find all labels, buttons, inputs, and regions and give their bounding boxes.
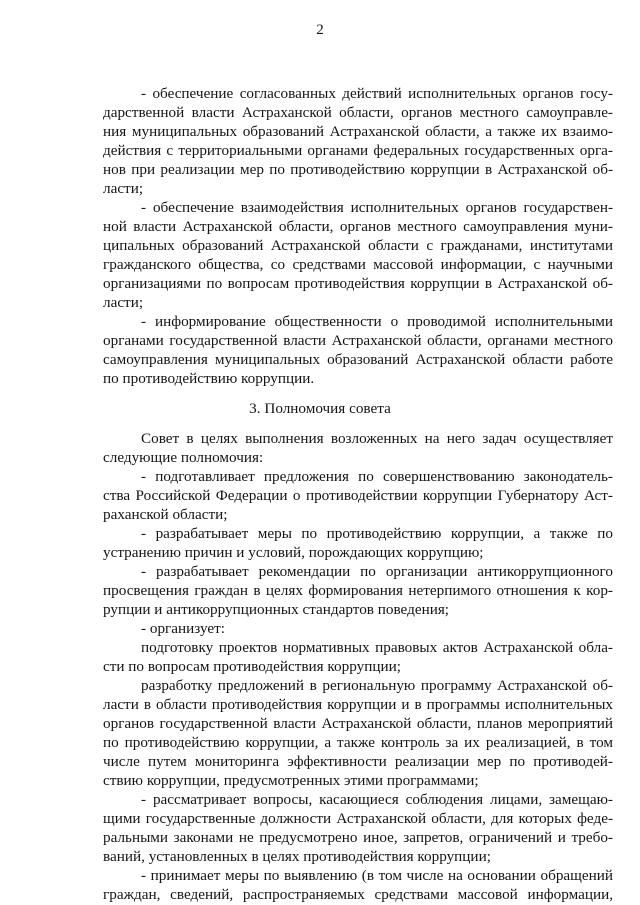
text-line: по противодействию коррупции.: [103, 370, 315, 387]
text-line: - разрабатывает меры по противодействию коррупции, а также по: [141, 525, 613, 542]
text-line: устранению причин и условий, порождающих коррупцию;: [103, 544, 484, 561]
text-line: - организует:: [141, 620, 225, 637]
text-line: сти по вопросам противодействия коррупции;: [103, 658, 401, 675]
text-line: гражданского общества, со средствами массовой информации, с научными: [103, 256, 613, 273]
text-line: самоуправления муниципальных образований Астраханской области работе: [103, 351, 613, 368]
text-line: просвещения граждан в целях формирования нетерпимого отношения к кор-: [103, 582, 613, 599]
text-line: - информирование общественности о проводимой исполнительными: [141, 313, 613, 330]
text-line: нов при реализации мер по противодействию коррупции в Астраханской об-: [103, 161, 613, 178]
text-line: подготовку проектов нормативных правовых актов Астраханской обла-: [141, 639, 613, 656]
text-line: щими государственные должности Астраханской области, для которых феде-: [103, 810, 613, 827]
text-line: по противодействию коррупции, а также контроль за их реализацией, в том: [103, 734, 613, 751]
text-line: - обеспечение взаимодействия исполнительных органов государствен-: [141, 199, 613, 216]
text-line: ральными законами не предусмотрено иное, запретов, ограничений и требо-: [103, 829, 613, 846]
text-line: органами государственной власти Астраханской области, органами местного: [103, 332, 613, 349]
text-line: - рассматривает вопросы, касающиеся соблюдения лицами, замещаю-: [141, 791, 613, 808]
text-line: - разрабатывает рекомендации по организации антикоррупционного: [141, 563, 613, 580]
text-line: рупции и антикоррупционных стандартов поведения;: [103, 601, 450, 618]
text-line: - обеспечение согласованных действий исполнительных органов госу-: [141, 85, 613, 102]
text-line: числе путем мониторинга эффективности реализации мер по противодей-: [103, 753, 613, 770]
text-line: ласти;: [103, 180, 144, 197]
section-heading: 3. Полномочия совета: [249, 400, 391, 417]
text-line: действия с территориальными органами федеральных государственных орга-: [103, 142, 613, 159]
text-line: ной власти Астраханской области, органов местного самоуправления муни-: [103, 218, 613, 235]
text-line: дарственной власти Астраханской области, органов местного самоуправле-: [103, 104, 613, 121]
text-line: организациями по вопросам противодействия коррупции в Астраханской об-: [103, 275, 613, 292]
text-line: следующие полномочия:: [103, 449, 264, 466]
text-line: граждан, сведений, распространяемых средствами массовой информации,: [103, 886, 613, 903]
text-line: ваний, установленных в целях противодействия коррупции;: [103, 848, 491, 865]
text-line: разработку предложений в региональную программу Астраханской об-: [141, 677, 613, 694]
text-line: - принимает меры по выявлению (в том числе на основании обращений: [141, 867, 613, 884]
text-line: - подготавливает предложения по совершенствованию законодатель-: [141, 468, 613, 485]
page-number: 2: [316, 22, 324, 38]
text-line: органов государственной власти Астраханской области, планов мероприятий: [103, 715, 613, 732]
text-line: ния муниципальных образований Астраханской области, а также их взаимо-: [103, 123, 613, 140]
text-line: Совет в целях выполнения возложенных на него задач осуществляет: [141, 430, 613, 447]
text-line: ствию коррупции, предусмотренных этими программами;: [103, 772, 479, 789]
text-line: ства Российской Федерации о противодействии коррупции Губернатору Аст-: [103, 487, 613, 504]
text-line: ципальных образований Астраханской области с гражданами, институтами: [103, 237, 613, 254]
text-line: ласти в области противодействия коррупции и в программы исполнительных: [103, 696, 613, 713]
text-line: раханской области;: [103, 506, 228, 523]
text-line: ласти;: [103, 294, 144, 311]
